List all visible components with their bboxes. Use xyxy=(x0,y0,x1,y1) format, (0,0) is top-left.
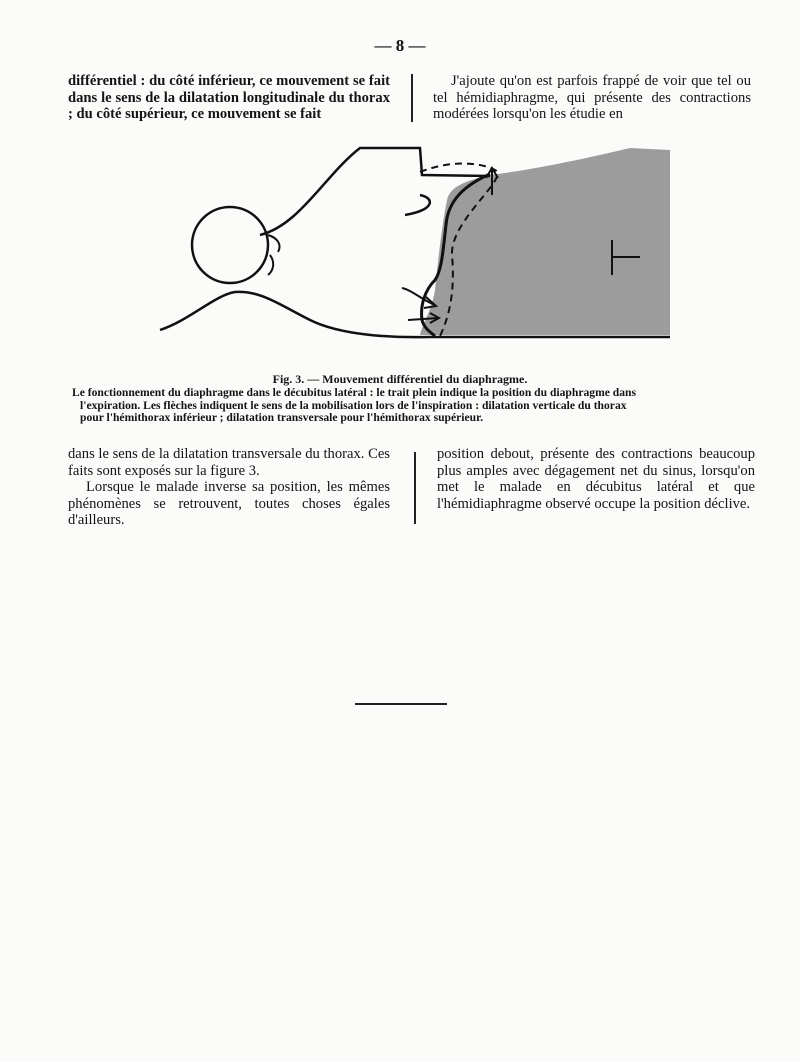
column-divider-top xyxy=(411,74,413,122)
bottom-right-text: position debout, présente des contractions beaucoup plus amples avec dégagement net du sinus, lorsqu'on met le malade en décubitus latéral et que l'hémidiaphragme observé occupe la position déclive. xyxy=(437,446,755,512)
top-left-text: différentiel : du côté inférieur, ce mouvement se fait dans le sens de la dilatation longitudinale du thorax ; du côté supérieur, ce mouvement se fait xyxy=(68,73,390,122)
shoulder-curl xyxy=(405,195,430,215)
bottom-left-column xyxy=(68,446,390,529)
bottom-left-paragraph-1: dans le sens de la dilatation transversale du thorax. Ces faits sont exposés sur la figure 3. xyxy=(68,446,390,479)
end-rule xyxy=(355,703,447,705)
face-outline xyxy=(268,235,280,275)
diaphragm-figure xyxy=(150,140,670,360)
page-number: — 8 — xyxy=(374,36,426,55)
figure-caption-title: Fig. 3. — Mouvement différentiel du diaphragme. xyxy=(272,372,528,386)
bottom-left-paragraph-2: Lorsque le malade inverse sa position, les mêmes phénomènes se retrouvent, toutes choses égales d'ailleurs. xyxy=(68,479,390,528)
top-right-column xyxy=(433,73,751,123)
head-outline xyxy=(192,207,268,283)
top-right-text: J'ajoute qu'on est parfois frappé de voir que tel ou tel hémidiaphragme, qui présente des contractions modérées lorsqu'on les étudie en xyxy=(433,73,751,122)
caption-line-2: l'expiration. Les flèches indiquent le sens de la mobilisation lors de l'inspiration : dilatation verticale du thorax xyxy=(80,398,627,412)
top-left-column xyxy=(68,73,390,123)
column-divider-bottom xyxy=(414,452,416,524)
figure-caption-text xyxy=(72,387,758,425)
bottom-right-column xyxy=(437,446,755,512)
caption-line-1: Le fonctionnement du diaphragme dans le décubitus latéral : le trait plein indique la position du diaphragme dans xyxy=(72,386,636,399)
caption-line-3: pour l'hémithorax inférieur ; dilatation transversale pour l'hémithorax supérieur. xyxy=(80,411,484,424)
arrow-lower-diagonal xyxy=(402,288,436,308)
